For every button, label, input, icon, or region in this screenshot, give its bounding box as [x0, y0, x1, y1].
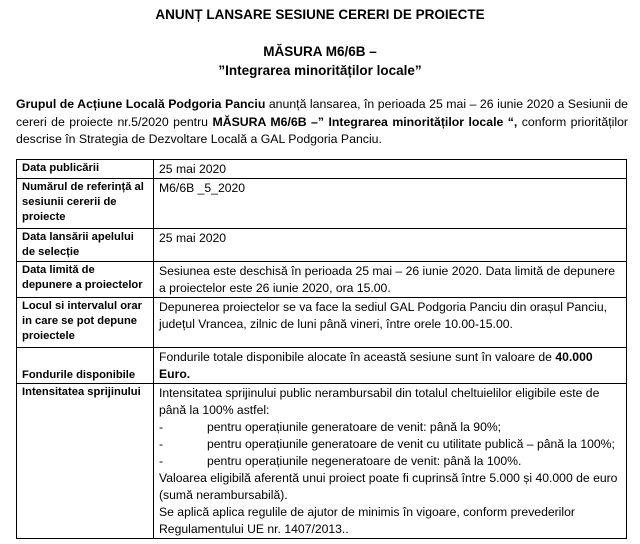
intro-measure: MĂSURA M6/6B –” Integrarea minorităților locale “, [212, 114, 518, 129]
organization-name: Grupul de Acțiune Locală Podgoria Panciu [16, 97, 266, 111]
list-item-text: pentru operațiunile generatoare de venit cu utilitate publică – până la 100%; [207, 437, 615, 451]
measure-name: ”Integrarea minorităților locale” [218, 63, 422, 78]
intensity-intro: Intensitatea sprijinului public nerambursabil din totalul cheltuielilor eligibile este de până la 100% astfel: [159, 386, 600, 417]
row-value: 25 mai 2020 [154, 160, 627, 179]
row-value: Depunerea proiectelor se va face la sediul GAL Podgoria Panciu din orașul Panciu, județul Vrancea, zilnic de luni până vineri, între orele 10.00-15.00. [154, 298, 627, 348]
row-label: Data publicării [17, 160, 154, 179]
row-label: Numărul de referință al sesiunii cererii de proiecte [17, 179, 154, 229]
intro-text-2: conform priorităților descrise în Strategia de Dezvoltare Locală a GAL Podgoria Panciu. [16, 114, 629, 146]
row-value [154, 348, 627, 384]
row-value: 25 mai 2020 [154, 229, 627, 262]
list-dash: - [159, 420, 164, 434]
row-value: M6/6B _5_2020 [154, 179, 627, 229]
table-row [17, 384, 627, 539]
list-dash: - [159, 454, 164, 468]
row-label: Data limită de depunere a proiectelor [17, 262, 154, 298]
intro-text-1: anunță lansarea, în perioada 25 mai – 26 iunie 2020 a Sesiunii de cereri de proiecte nr.5/2020 pentru [16, 97, 628, 129]
table-row [17, 179, 627, 229]
row-label: Locul si intervalul orar in care se pot depune proiectele [17, 298, 154, 348]
table-row [17, 348, 627, 384]
row-label: Fondurile disponibile [17, 348, 154, 384]
row-value [154, 384, 627, 539]
page-title: ANUNȚ LANSARE SESIUNE CERERI DE PROIECTE [155, 7, 485, 22]
list-item [159, 419, 621, 436]
list-item-text: pentru operațiunile generatoare de venit: până la 90%; [207, 420, 502, 434]
intro-paragraph [16, 96, 628, 149]
list-item [159, 453, 621, 470]
table-row [17, 229, 627, 262]
call-details-table [16, 159, 627, 539]
measure-code: MĂSURA M6/6B – [263, 44, 377, 59]
row-value: Sesiunea este deschisă în perioada 25 mai – 26 iunie 2020. Data limită de depunere a proiectelor este 26 iunie 2020, ora 15.00. [154, 262, 627, 298]
funds-amount: 40.000 Euro. [159, 350, 593, 381]
row-label: Intensitatea sprijinului [17, 384, 154, 539]
table-row [17, 298, 627, 348]
list-dash: - [159, 437, 164, 451]
table-row [17, 262, 627, 298]
list-item-text: pentru operațiunile negeneratoare de venit: până la 100%. [207, 454, 522, 468]
table-row [17, 160, 627, 179]
eligible-value-text: Valoarea eligibilă aferentă unui proiect poate fi cuprinsă între 5.000 și 40.000 de euro (sumă nerambursabilă). [159, 471, 618, 502]
funds-text: Fondurile totale disponibile alocate în această sesiune sunt în valoare de [159, 350, 556, 364]
minimis-text: Se aplică aplica regulile de ajutor de minimis în vigoare, conform prevederilor Regulamentului UE nr. 1407/2013.. [159, 505, 575, 536]
row-label: Data lansării apelului de selecție [17, 229, 154, 262]
list-item [159, 436, 621, 453]
